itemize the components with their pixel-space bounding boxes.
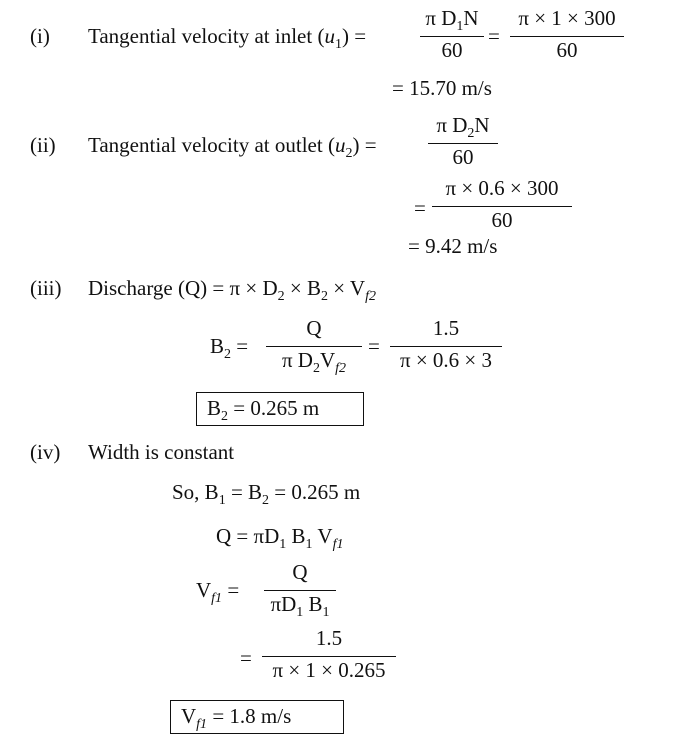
part-iii-discharge: Discharge $(Q) = \pi \times D_2 \times B_2 \times V_{f2}$: [88, 276, 376, 304]
part-iii-marker: (iii): [30, 276, 62, 300]
part-iii-boxed-result: $B_2 = 0.265$ m: [196, 392, 364, 426]
part-iv-fraction-2: 1.5 π × 1 × 0.265: [262, 626, 396, 686]
part-iii-equals: =: [368, 334, 380, 358]
part-i-label: Tangential velocity at inlet $(u_1)$ =: [88, 24, 367, 52]
part-i-equals: =: [488, 24, 500, 48]
part-iii-fraction-2: 1.5 π × 0.6 × 3: [390, 316, 502, 376]
part-iv-boxed-result: $V_{f1} = 1.8$ m/s: [170, 700, 344, 734]
part-i-fraction-2: π × 1 × 300 60: [510, 6, 624, 66]
part-i-result: = 15.70 m/s: [392, 76, 492, 100]
part-iii-b2-lhs: $B_2$ =: [210, 334, 249, 362]
part-iv-vf1-lhs: $V_{f1}$ =: [196, 578, 240, 606]
part-iv-label: Width is constant: [88, 440, 235, 464]
part-iii-fraction-1: Q π $D_2V_{f2}$: [266, 316, 362, 376]
part-ii-label: Tangential velocity at outlet $(u_2)$ =: [88, 133, 377, 161]
part-i-marker: (i): [30, 24, 50, 48]
part-ii-equals: =: [414, 196, 426, 220]
part-iv-so-line: So, $B_1 = B_2 = 0.265$ m: [172, 480, 361, 508]
part-i-fraction-1: π $D_1N$ 60: [420, 6, 484, 66]
part-ii-result: = 9.42 m/s: [408, 234, 498, 258]
part-iv-q-line: $Q = \pi D_1$ $B_1$ $V_{f1}$: [216, 524, 344, 552]
part-iv-fraction-1: Q $\pi D_1$ $B_1$: [264, 560, 336, 620]
part-iv-marker: (iv): [30, 440, 61, 464]
part-ii-marker: (ii): [30, 133, 56, 157]
part-ii-fraction-1: π $D_2N$ 60: [428, 113, 498, 173]
part-iv-equals: =: [240, 646, 252, 670]
part-ii-fraction-2: π × 0.6 × 300 60: [432, 176, 572, 236]
